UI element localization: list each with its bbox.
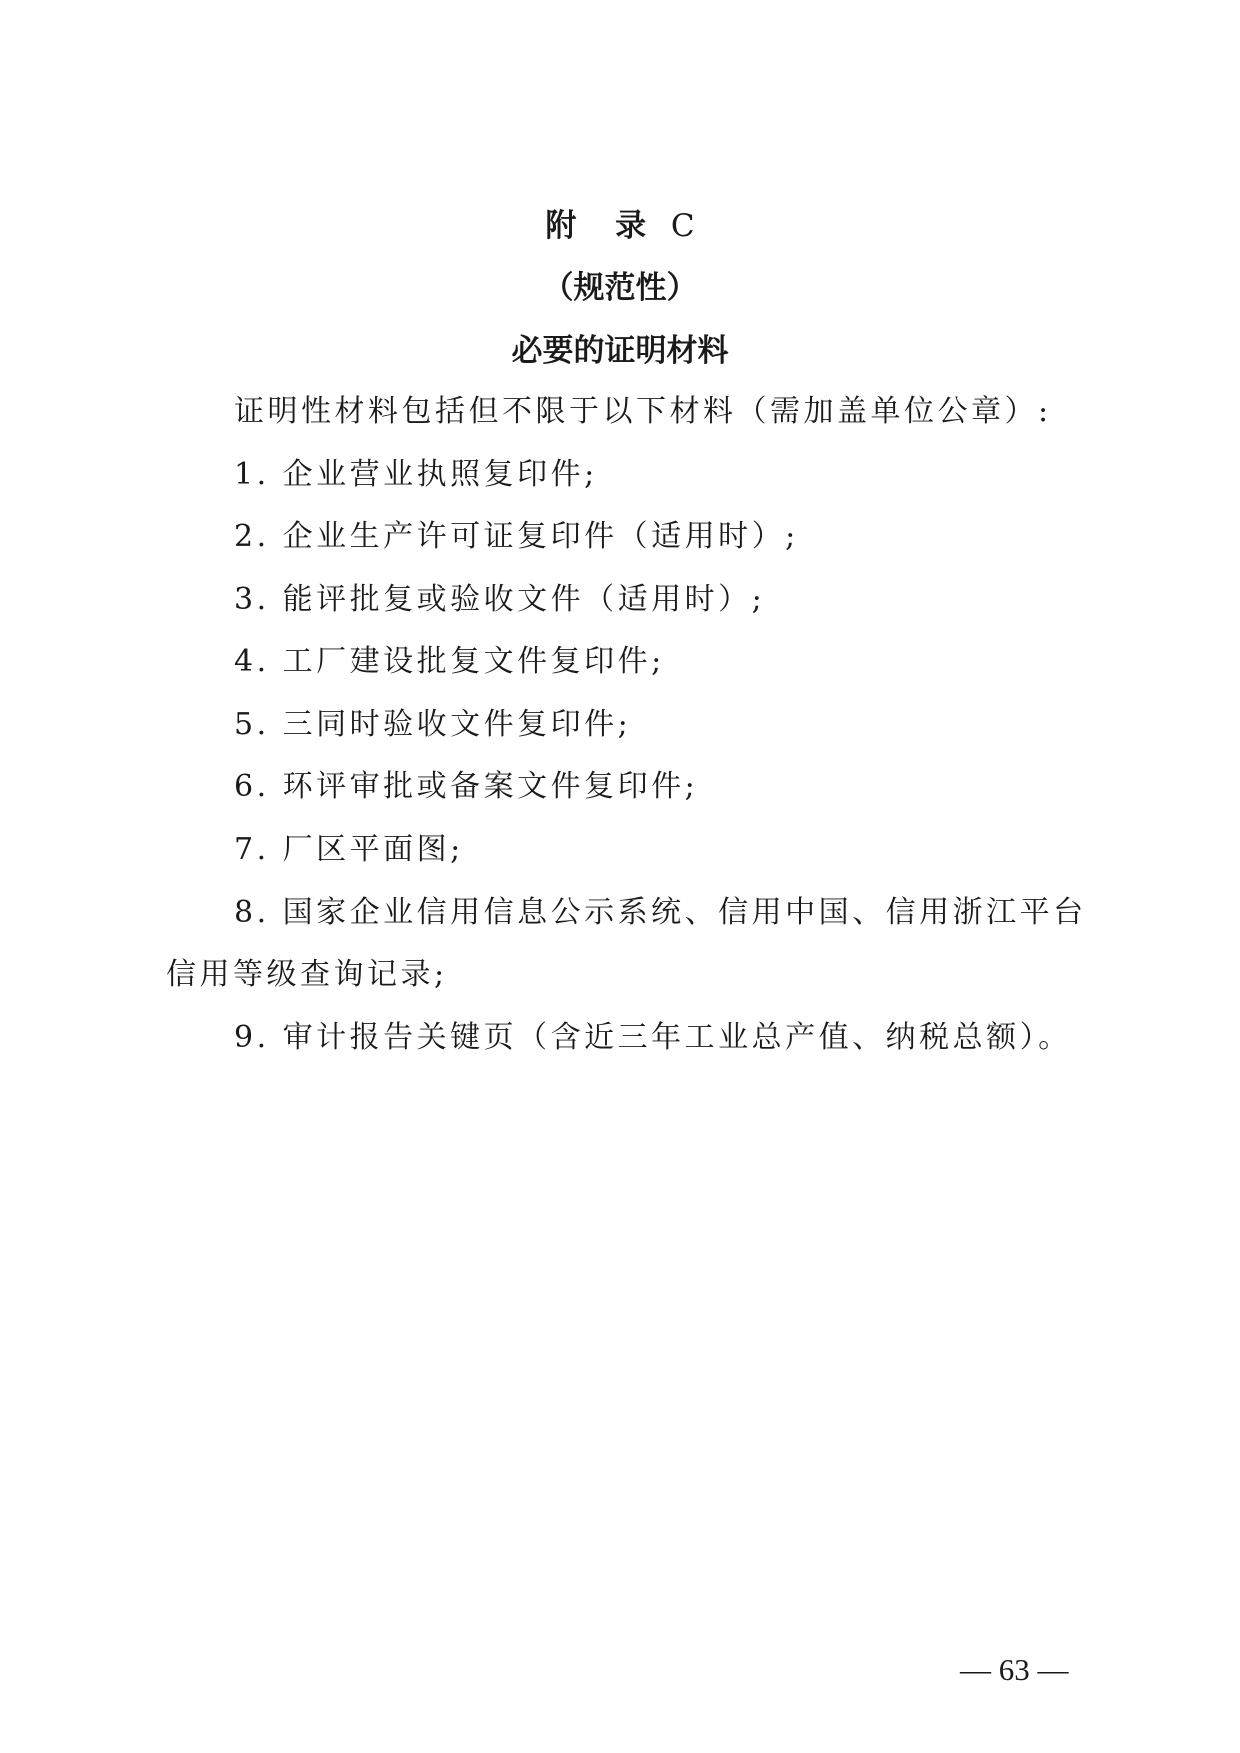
list-item: 3. 能评批复或验收文件（适用时）; (234, 582, 766, 617)
appendix-heading (0, 206, 1240, 246)
list-item: 6. 环评审批或备案文件复印件; (234, 769, 699, 804)
list-item: 2. 企业生产许可证复印件（适用时）; (234, 519, 799, 554)
page-number: — 63 — (960, 1652, 1069, 1687)
list-item-continuation: 信用等级查询记录; (166, 957, 448, 992)
list-item: 1. 企业营业执照复印件; (234, 457, 598, 492)
intro-paragraph: 证明性材料包括但不限于以下材料（需加盖单位公章）: (234, 394, 1052, 429)
appendix-type: （规范性） (542, 270, 698, 306)
list-item: 5. 三同时验收文件复印件; (234, 707, 632, 742)
appendix-label: 附 录 (545, 208, 661, 244)
appendix-title: 必要的证明材料 (511, 333, 729, 369)
list-item: 7. 厂区平面图; (234, 832, 464, 867)
list-item: 8. 国家企业信用信息公示系统、信用中国、信用浙江平台 (234, 895, 1087, 930)
appendix-letter: C (670, 208, 695, 244)
list-item: 4. 工厂建设批复文件复印件; (234, 644, 665, 679)
list-item: 9. 审计报告关键页（含近三年工业总产值、纳税总额）。 (234, 1020, 1072, 1055)
